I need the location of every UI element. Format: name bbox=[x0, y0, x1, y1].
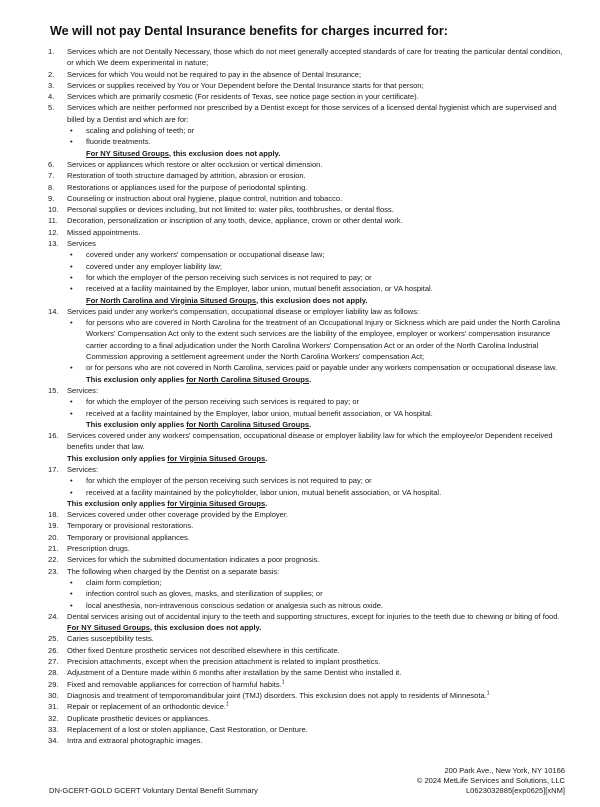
footer-copyright: © 2024 MetLife Services and Solutions, LLC bbox=[416, 776, 565, 785]
exclusion-item bbox=[48, 724, 565, 735]
item-number: 28. bbox=[48, 668, 59, 678]
exclusion-item bbox=[48, 102, 565, 158]
item-number: 32. bbox=[48, 713, 59, 723]
situs-note bbox=[67, 419, 565, 430]
note-situs-group: For NY Sitused Groups bbox=[67, 623, 150, 633]
item-number: 20. bbox=[48, 532, 59, 542]
item-text: Services or appliances which restore or alter occlusion or vertical dimension. bbox=[67, 159, 323, 169]
item-number: 31. bbox=[48, 702, 59, 712]
bullet-text: or for persons who are not covered in North Carolina, services paid or payable under any workers compensation or occupational disease law. bbox=[86, 363, 558, 373]
bullet-icon: • bbox=[70, 476, 73, 486]
item-text: Services paid under any worker's compensation, occupational disease or employer liability law as follows: bbox=[67, 306, 420, 316]
exclusion-item bbox=[48, 215, 565, 226]
note-rest: . bbox=[309, 419, 312, 429]
bullet-icon: • bbox=[70, 600, 73, 610]
exclusion-item bbox=[48, 238, 565, 306]
item-number: 10. bbox=[48, 205, 59, 215]
item-number: 13. bbox=[48, 239, 59, 249]
bullet-item bbox=[67, 577, 565, 588]
item-number: 16. bbox=[48, 431, 59, 441]
bullet-text: for persons who are covered in North Carolina for the treatment of an Occupational Injury or Sickness which are paid under the North Carolina Workers' Compensation Act only to the extent such services are the liability of the employee, employer or workers' compensation insurance carrier according to a final adjudication under the North Carolina Workers' Compensation Act or an order of the North Carolina Industrial Commission approving a settlement agreement under the North Carolina Workers' compensation Act; bbox=[86, 318, 561, 362]
exclusion-item bbox=[48, 667, 565, 678]
item-number: 7. bbox=[48, 171, 55, 181]
item-text: Restorations or appliances used for the purpose of periodontal splinting. bbox=[67, 182, 308, 192]
bullet-item bbox=[67, 125, 565, 136]
bullet-text: for which the employer of the person receiving such services is not required to pay; or bbox=[86, 272, 372, 282]
item-number: 2. bbox=[48, 69, 55, 79]
item-text: Services covered under other coverage provided by the Employer. bbox=[67, 510, 289, 520]
note-situs-group: for North Carolina Sitused Groups bbox=[186, 419, 310, 429]
exclusion-item bbox=[48, 735, 565, 746]
exclusion-item bbox=[48, 170, 565, 181]
item-number: 26. bbox=[48, 645, 59, 655]
bullet-text: fluoride treatments. bbox=[86, 137, 151, 147]
exclusion-item bbox=[48, 701, 565, 712]
bullet-item bbox=[67, 475, 565, 486]
exclusion-item bbox=[48, 543, 565, 554]
note-prefix: This exclusion only applies bbox=[86, 419, 187, 429]
item-number: 29. bbox=[48, 679, 59, 689]
exclusion-item bbox=[48, 713, 565, 724]
situs-note bbox=[67, 498, 565, 509]
bullet-icon: • bbox=[70, 272, 73, 282]
item-text: Diagnosis and treatment of temporomandibular joint (TMJ) disorders. This exclusion does not apply to residents of Minnesota. bbox=[67, 690, 487, 700]
bullet-item bbox=[67, 408, 565, 419]
item-number: 22. bbox=[48, 555, 59, 565]
note-rest: , this exclusion does not apply. bbox=[149, 623, 262, 633]
item-text: Precision attachments, except when the precision attachment is related to implant prosthetics. bbox=[67, 657, 381, 667]
exclusion-item bbox=[48, 645, 565, 656]
bullet-icon: • bbox=[70, 487, 73, 497]
note-rest: , this exclusion does not apply. bbox=[168, 148, 281, 158]
situs-note bbox=[67, 453, 565, 464]
note-situs-group: for Virginia Sitused Groups bbox=[167, 498, 266, 508]
bullet-item bbox=[67, 600, 565, 611]
item-text: Decoration, personalization or inscription of any tooth, device, appliance, crown or other dental work. bbox=[67, 216, 403, 226]
bullet-icon: • bbox=[70, 126, 73, 136]
item-text: Services bbox=[67, 239, 96, 249]
note-rest: . bbox=[309, 374, 312, 384]
footer-document-id: DN-GCERT-GOLD GCERT Voluntary Dental Benefit Summary bbox=[49, 785, 258, 795]
item-text: Services for which You would not be required to pay in the absence of Dental Insurance; bbox=[67, 69, 362, 79]
exclusion-item bbox=[48, 385, 565, 430]
bullet-icon: • bbox=[70, 363, 73, 373]
bullet-text: for which the employer of the person receiving such services is required to pay; or bbox=[86, 397, 360, 407]
item-text: Temporary or provisional restorations. bbox=[67, 521, 194, 531]
exclusion-item bbox=[48, 633, 565, 644]
bullet-item bbox=[67, 588, 565, 599]
item-text: Counseling or instruction about oral hygiene, plaque control, nutrition and tobacco. bbox=[67, 193, 343, 203]
page-title: We will not pay Dental Insurance benefits for charges incurred for: bbox=[50, 24, 448, 38]
item-number: 17. bbox=[48, 464, 59, 474]
note-situs-group: for North Carolina Sitused Groups bbox=[186, 374, 310, 384]
exclusion-item bbox=[48, 430, 565, 464]
item-text: Replacement of a lost or stolen appliance, Cast Restoration, or Denture. bbox=[67, 724, 308, 734]
bullet-icon: • bbox=[70, 261, 73, 271]
bullet-item bbox=[67, 317, 565, 362]
item-number: 19. bbox=[48, 521, 59, 531]
item-number: 4. bbox=[48, 92, 55, 102]
item-number: 6. bbox=[48, 159, 55, 169]
footnote-marker: 1 bbox=[486, 690, 490, 697]
item-number: 24. bbox=[48, 611, 59, 621]
bullet-text: for which the employer of the person receiving such services is not required to pay; or bbox=[86, 476, 372, 486]
bullet-item bbox=[67, 136, 565, 147]
item-number: 5. bbox=[48, 103, 55, 113]
item-text: Missed appointments. bbox=[67, 227, 141, 237]
item-number: 27. bbox=[48, 657, 59, 667]
bullet-icon: • bbox=[70, 408, 73, 418]
bullet-item bbox=[67, 249, 565, 260]
note-situs-group: for Virginia Sitused Groups bbox=[167, 453, 266, 463]
exclusion-item bbox=[48, 520, 565, 531]
item-text: Restoration of tooth structure damaged by attrition, abrasion or erosion. bbox=[67, 171, 306, 181]
bullet-item bbox=[67, 272, 565, 283]
bullet-text: received at a facility maintained by the policyholder, labor union, mutual benefit association, or VA hospital. bbox=[86, 487, 442, 497]
note-prefix: This exclusion only applies bbox=[86, 374, 187, 384]
item-number: 9. bbox=[48, 193, 55, 203]
bullet-icon: • bbox=[70, 589, 73, 599]
item-number: 34. bbox=[48, 736, 59, 746]
bullet-item bbox=[67, 362, 565, 373]
item-text: Services covered under any workers' compensation, occupational disease or employer liability law for which the employee/or Dependent received benefits under that law. bbox=[67, 431, 553, 452]
bullet-text: local anesthesia, non-intravenous conscious sedation or analgesia such as nitrous oxide. bbox=[86, 600, 384, 610]
exclusion-item bbox=[48, 532, 565, 543]
item-text: Services which are neither performed nor prescribed by a Dentist except for those services of a licensed dental hygienist which are supervised and billed by a Dentist and which are for: bbox=[67, 103, 557, 124]
item-text: Repair or replacement of an orthodontic device. bbox=[67, 702, 226, 712]
bullet-text: claim form completion; bbox=[86, 577, 162, 587]
bullet-text: covered under any employer liability law; bbox=[86, 261, 222, 271]
exclusion-item bbox=[48, 227, 565, 238]
item-number: 18. bbox=[48, 510, 59, 520]
bullet-icon: • bbox=[70, 577, 73, 587]
exclusion-item bbox=[48, 656, 565, 667]
bullet-icon: • bbox=[70, 284, 73, 294]
item-text: Other fixed Denture prosthetic services not described elsewhere in this certificate. bbox=[67, 645, 340, 655]
bullet-item bbox=[67, 261, 565, 272]
item-number: 3. bbox=[48, 80, 55, 90]
situs-note bbox=[67, 295, 565, 306]
situs-note bbox=[67, 148, 565, 159]
note-rest: , this exclusion does not apply. bbox=[256, 295, 368, 305]
exclusion-item bbox=[48, 611, 565, 634]
bullet-icon: • bbox=[70, 137, 73, 147]
item-text: Personal supplies or devices including, but not limited to: water piks, toothbrushes, or dental floss. bbox=[67, 205, 394, 215]
note-situs-group: For North Carolina and Virginia Sitused Groups bbox=[86, 295, 257, 305]
exclusion-item bbox=[48, 182, 565, 193]
exclusion-item bbox=[48, 306, 565, 385]
bullet-text: received at a facility maintained by the Employer, labor union, mutual benefit association, or VA hospital. bbox=[86, 408, 433, 418]
note-prefix: This exclusion only applies bbox=[67, 498, 168, 508]
item-number: 23. bbox=[48, 566, 59, 576]
exclusion-item bbox=[48, 509, 565, 520]
item-text: Services: bbox=[67, 464, 99, 474]
exclusion-list bbox=[48, 46, 565, 746]
bullet-item bbox=[67, 487, 565, 498]
item-text: Adjustment of a Denture made within 6 months after installation by the same Dentist who installed it. bbox=[67, 668, 402, 678]
item-number: 15. bbox=[48, 385, 59, 395]
item-text: Caries susceptibility tests. bbox=[67, 634, 154, 644]
footer-address: 200 Park Ave., New York, NY 10166 bbox=[444, 766, 565, 776]
item-text: The following when charged by the Dentist on a separate basis: bbox=[67, 566, 280, 576]
item-number: 33. bbox=[48, 724, 59, 734]
exclusion-item bbox=[48, 554, 565, 565]
exclusion-item bbox=[48, 690, 565, 701]
bullet-item bbox=[67, 396, 565, 407]
item-number: 14. bbox=[48, 306, 59, 316]
exclusion-item bbox=[48, 204, 565, 215]
situs-note bbox=[67, 374, 565, 385]
item-number: 21. bbox=[48, 544, 59, 554]
item-text: Dental services arising out of accidental injury to the teeth and supporting structures, except for injuries to the teeth due to chewing or biting of food. bbox=[67, 611, 560, 621]
item-text: Services or supplies received by You or Your Dependent before the Dental Insurance starts for that person; bbox=[67, 80, 424, 90]
item-text: Intra and extraoral photographic images. bbox=[67, 736, 203, 746]
item-text: Services for which the submitted documentation indicates a poor prognosis. bbox=[67, 555, 320, 565]
exclusion-item bbox=[48, 464, 565, 509]
item-number: 1. bbox=[48, 47, 55, 56]
item-number: 11. bbox=[48, 216, 58, 226]
exclusion-item bbox=[48, 69, 565, 80]
bullet-icon: • bbox=[70, 397, 73, 407]
situs-note bbox=[67, 622, 565, 633]
footer-form-code: L0623032885[exp0625][xNM] bbox=[465, 785, 565, 795]
note-situs-group: For NY Sitused Groups bbox=[86, 148, 169, 158]
bullet-text: covered under any workers' compensation or occupational disease law; bbox=[86, 250, 325, 260]
item-text: Temporary or provisional appliances. bbox=[67, 532, 190, 542]
exclusion-item bbox=[48, 159, 565, 170]
bullet-icon: • bbox=[70, 250, 73, 260]
footnote-marker: 1 bbox=[226, 701, 229, 708]
item-number: 12. bbox=[48, 227, 59, 237]
bullet-text: infection control such as gloves, masks, and sterilization of supplies; or bbox=[86, 589, 323, 599]
item-text: Fixed and removable appliances for correction of harmful habits. bbox=[67, 679, 282, 689]
footer-company-info bbox=[417, 766, 565, 795]
exclusion-item bbox=[48, 193, 565, 204]
bullet-icon: • bbox=[70, 318, 73, 328]
bullet-text: scaling and polishing of teeth; or bbox=[86, 126, 195, 136]
note-rest: . bbox=[265, 498, 268, 508]
exclusion-item bbox=[48, 46, 565, 69]
item-number: 8. bbox=[48, 182, 55, 192]
exclusion-item bbox=[48, 91, 565, 102]
footnote-marker: 1 bbox=[281, 679, 285, 686]
note-rest: . bbox=[265, 453, 268, 463]
page-footer bbox=[48, 766, 565, 795]
note-prefix: This exclusion only applies bbox=[67, 453, 168, 463]
exclusion-item bbox=[48, 566, 565, 611]
bullet-text: received at a facility maintained by the Employer, labor union, mutual benefit association, or VA hospital. bbox=[86, 284, 433, 294]
item-text: Prescription drugs. bbox=[67, 544, 130, 554]
bullet-item bbox=[67, 283, 565, 294]
item-text: Duplicate prosthetic devices or appliances. bbox=[67, 713, 211, 723]
item-text: Services which are primarily cosmetic (For residents of Texas, see notice page section in your certificate). bbox=[67, 92, 419, 102]
item-number: 30. bbox=[48, 690, 59, 700]
item-text: Services which are not Dentally Necessary, those which do not meet generally accepted standards of care for treating the particular dental condition, or which We deem experimental in nature; bbox=[67, 47, 563, 68]
exclusion-item bbox=[48, 80, 565, 91]
exclusion-item bbox=[48, 679, 565, 690]
item-text: Services: bbox=[67, 385, 99, 395]
item-number: 25. bbox=[48, 634, 59, 644]
